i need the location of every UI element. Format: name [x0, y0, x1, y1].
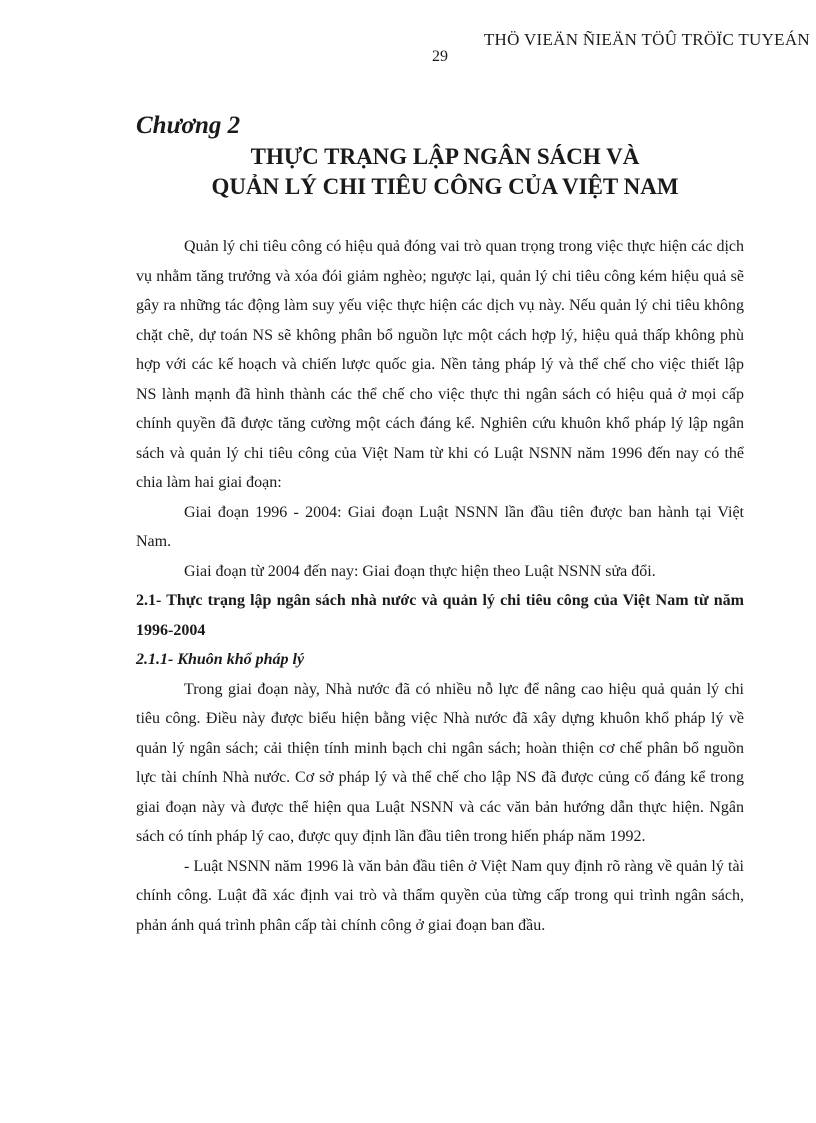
chapter-label: Chương 2: [136, 112, 241, 139]
intro-paragraph: Quản lý chi tiêu công có hiệu quả đóng vai trò quan trọng trong việc thực hiện các dịch vụ nhằm tăng trưởng và xóa đói giảm nghèo; ngược lại, quản lý chi tiêu công kém hiệu quả sẽ gây ra những tác động làm suy yếu việc thực hiện các dịch vụ này. Nếu quản lý chi tiêu không chặt chẽ, dự toán NS sẽ không phân bổ nguồn lực một cách hợp lý, hiệu quả thấp không phù hợp với các kế hoạch và chiến lược quốc gia. Nền tảng pháp lý và thể chế cho việc thiết lập NS lành mạnh đã hình thành các thể chế cho việc thực thi ngân sách có hiệu quả ở mọi cấp chính quyền đã được tăng cường một cách đáng kể. Nghiên cứu khuôn khổ pháp lý lập ngân sách và quản lý chi tiêu công của Việt Nam từ khi có Luật NSNN năm 1996 đến nay có thể chia làm hai giai đoạn:: [136, 238, 744, 491]
library-watermark: THÖ VIEÄN ÑIEÄN TÖÛ TRÖÏC TUYEÁN: [483, 30, 810, 49]
phase-1-paragraph: Giai đoạn 1996 - 2004: Giai đoạn Luật NSNN lần đầu tiên được ban hành tại Việt Nam.: [136, 503, 744, 550]
phase-2-paragraph: Giai đoạn từ 2004 đến nay: Giai đoạn thực hiện theo Luật NSNN sửa đổi.: [184, 562, 656, 580]
section-heading-2-1: 2.1- Thực trạng lập ngân sách nhà nước và quản lý chi tiêu công của Việt Nam từ năm 1996-2004: [136, 592, 744, 639]
legal-framework-paragraph: Trong giai đoạn này, Nhà nước đã có nhiều nỗ lực để nâng cao hiệu quả quản lý chi tiêu công. Điều này được biểu hiện bằng việc Nhà nước đã xây dựng khuôn khổ pháp lý về quản lý ngân sách; cải thiện tính minh bạch chi ngân sách; hoàn thiện cơ chế phân bổ nguồn lực tài chính Nhà nước. Cơ sở pháp lý và thể chế cho lập NS đã được củng cố đáng kể trong giai đoạn này và được thể hiện qua Luật NSNN và các văn bản hướng dẫn thực hiện. Ngân sách có tính pháp lý cao, được quy định lần đầu tiên trong hiến pháp năm 1992.: [136, 680, 744, 845]
chapter-title: [136, 142, 744, 202]
chapter-title-line-1: THỰC TRẠNG LẬP NGÂN SÁCH VÀ: [250, 144, 640, 169]
chapter-title-line-2: QUẢN LÝ CHI TIÊU CÔNG CỦA VIỆT NAM: [211, 174, 679, 199]
subsection-heading-2-1-1: 2.1.1- Khuôn khổ pháp lý: [136, 651, 305, 668]
page-content: [136, 112, 744, 940]
page-number: 29: [432, 48, 448, 65]
budget-law-paragraph: - Luật NSNN năm 1996 là văn bản đầu tiên ở Việt Nam quy định rõ ràng về quản lý tài chính công. Luật đã xác định vai trò và thẩm quyền của từng cấp trong qui trình ngân sách, phản ánh quá trình phân cấp tài chính công ở giai đoạn ban đầu.: [136, 857, 744, 934]
